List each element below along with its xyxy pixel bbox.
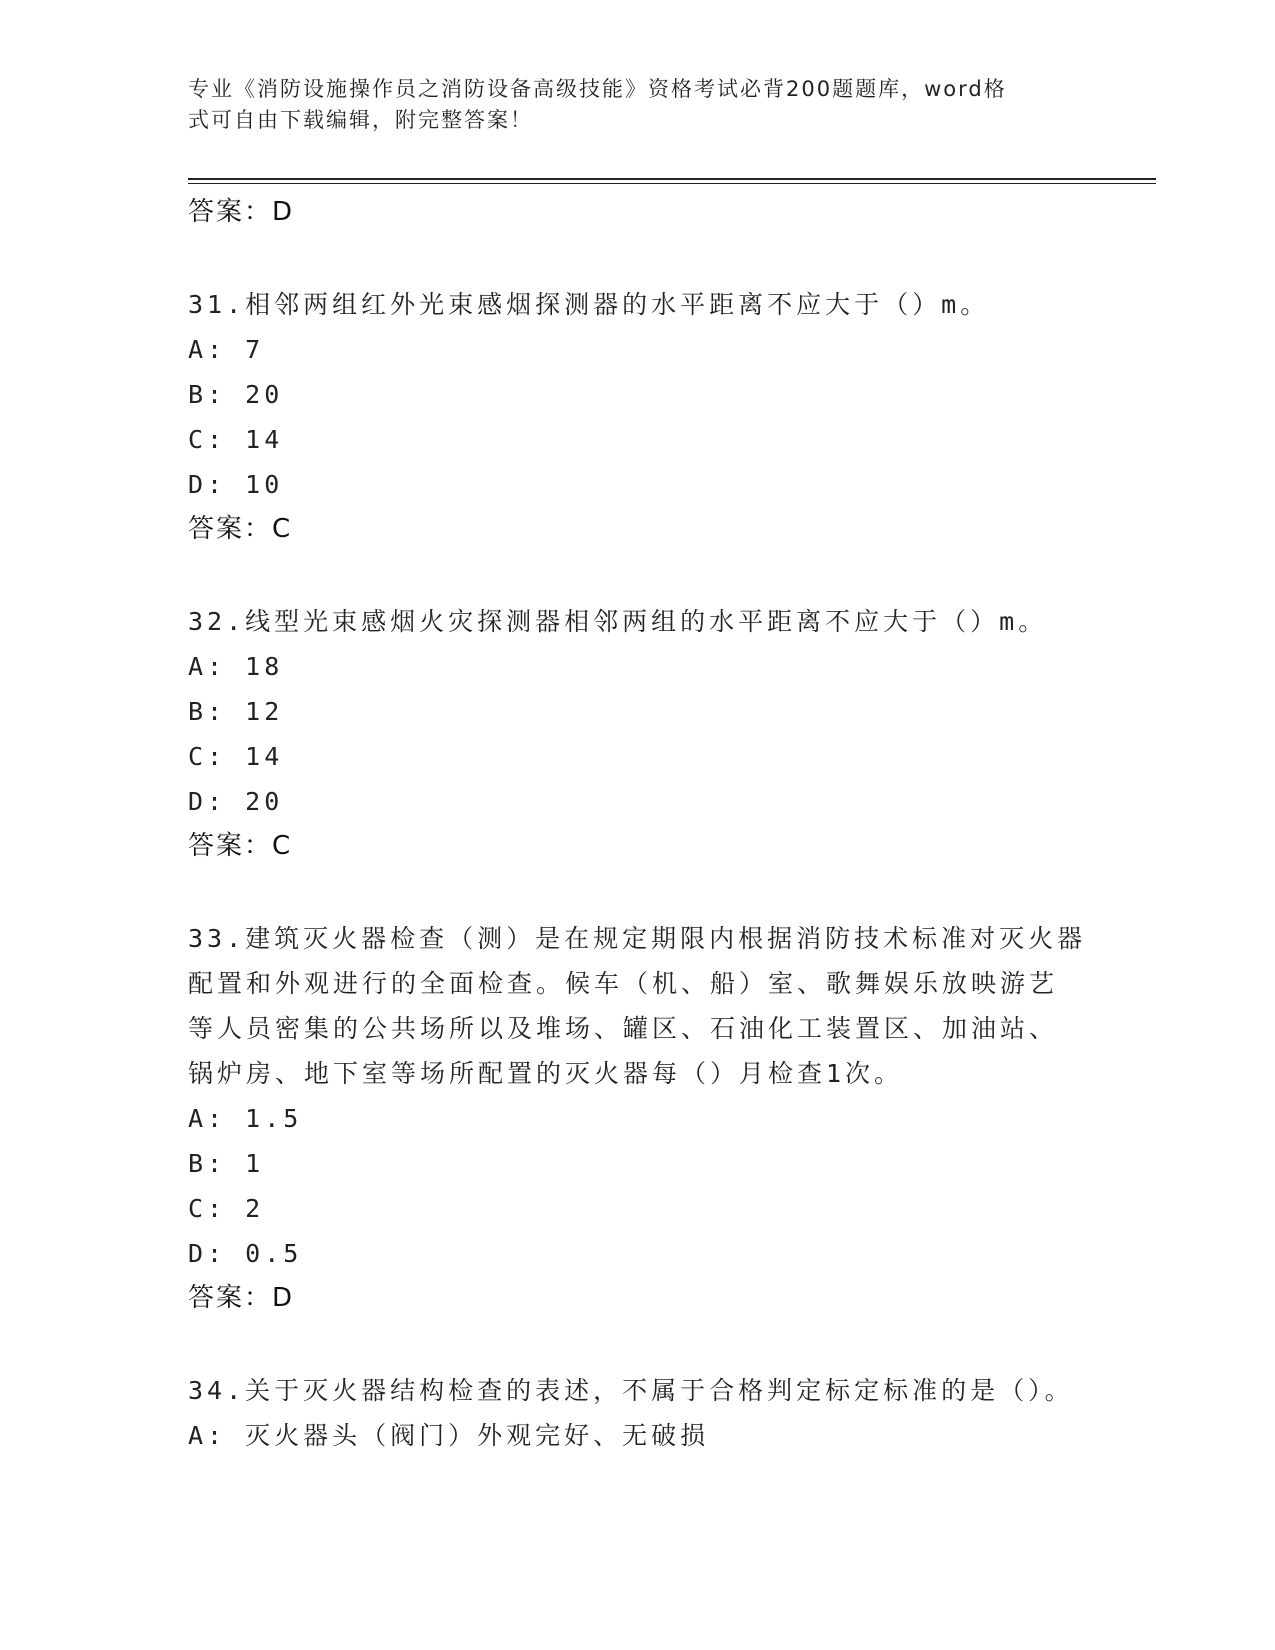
question-stem bbox=[188, 916, 1088, 1096]
page-header bbox=[188, 74, 1088, 136]
question-33 bbox=[188, 916, 1088, 1321]
header-divider-thin bbox=[188, 183, 1156, 184]
answer: 答案：C bbox=[188, 831, 293, 861]
stem-line: 等人员密集的公共场所以及堆场、罐区、石油化工装置区、加油站、 bbox=[188, 1014, 1059, 1043]
question-stem: 34.关于灭火器结构检查的表述，不属于合格判定标定标准的是（）。 bbox=[188, 1376, 1074, 1405]
option-d: D: 10 bbox=[188, 470, 284, 499]
option-b: B: 1 bbox=[188, 1149, 265, 1178]
answer: 答案：D bbox=[188, 1283, 295, 1313]
option-a: A: 1.5 bbox=[188, 1104, 303, 1133]
option-a: A: 18 bbox=[188, 652, 284, 681]
header-line-1: 专业《消防设施操作员之消防设备高级技能》资格考试必背200题题库，word格 bbox=[188, 77, 1007, 101]
option-d: D: 0.5 bbox=[188, 1239, 303, 1268]
option-a: A: 灭火器头（阀门）外观完好、无破损 bbox=[188, 1421, 710, 1450]
option-b: B: 12 bbox=[188, 697, 284, 726]
header-line-2: 式可自由下载编辑，附完整答案！ bbox=[188, 108, 533, 132]
previous-answer: 答案：D bbox=[188, 197, 295, 227]
question-stem: 31.相邻两组红外光束感烟探测器的水平距离不应大于（）m。 bbox=[188, 290, 990, 319]
option-b: B: 20 bbox=[188, 380, 284, 409]
question-31 bbox=[188, 282, 1088, 552]
option-c: C: 14 bbox=[188, 742, 284, 771]
option-c: C: 2 bbox=[188, 1194, 265, 1223]
option-c: C: 14 bbox=[188, 425, 284, 454]
header-divider-thick bbox=[188, 178, 1156, 180]
option-a: A: 7 bbox=[188, 335, 265, 364]
question-34 bbox=[188, 1368, 1088, 1458]
question-stem: 32.线型光束感烟火灾探测器相邻两组的水平距离不应大于（）m。 bbox=[188, 607, 1048, 636]
question-32 bbox=[188, 599, 1088, 869]
option-d: D: 20 bbox=[188, 787, 284, 816]
stem-line: 配置和外观进行的全面检查。候车（机、船）室、歌舞娱乐放映游艺 bbox=[188, 969, 1059, 998]
stem-line: 锅炉房、地下室等场所配置的灭火器每（）月检查1次。 bbox=[188, 1059, 904, 1088]
stem-line: 33.建筑灭火器检查（测）是在规定期限内根据消防技术标准对灭火器 bbox=[188, 924, 1087, 953]
answer: 答案：C bbox=[188, 514, 293, 544]
question-list bbox=[188, 190, 1088, 1458]
